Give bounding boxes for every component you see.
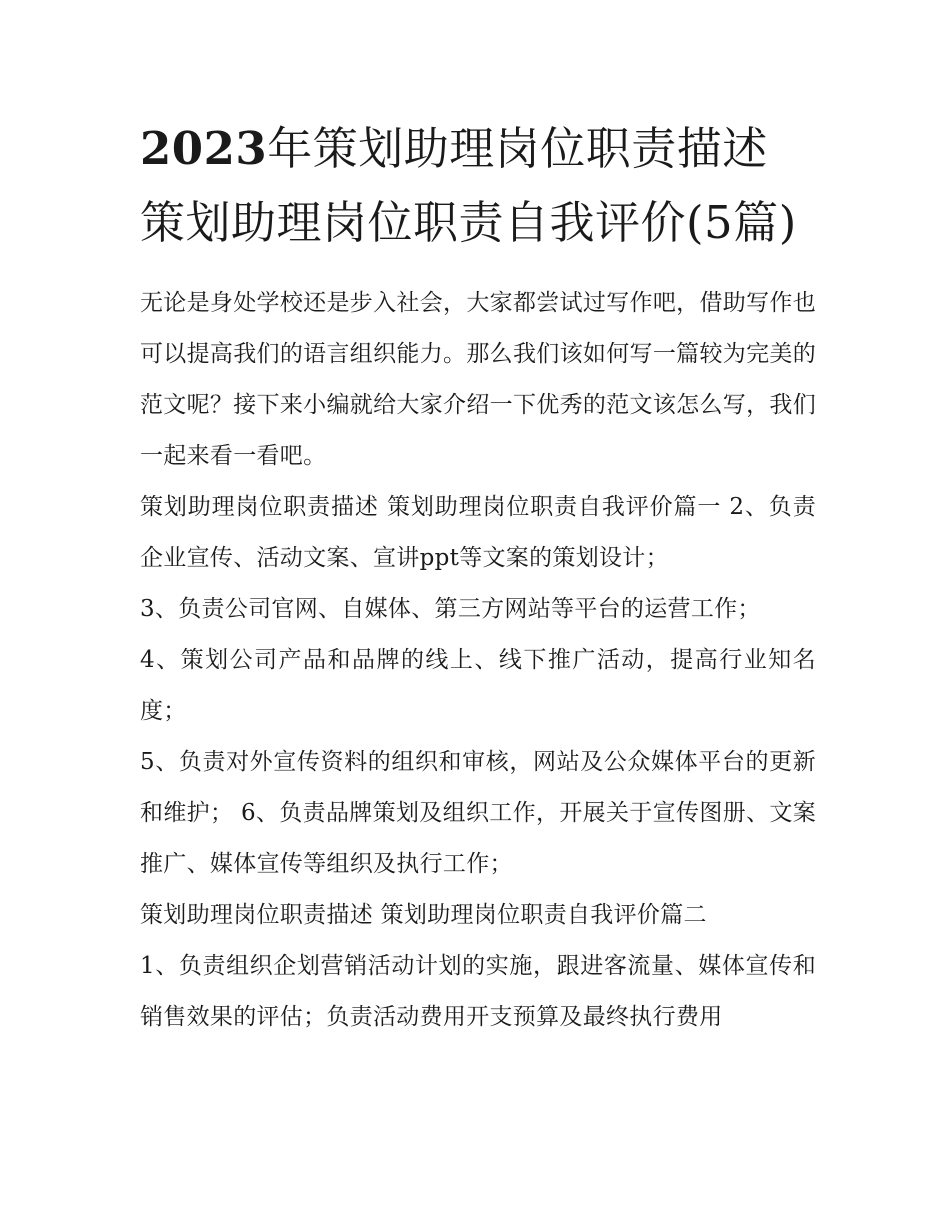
item-3-paragraph: 3、负责公司官网、自媒体、第三方网站等平台的运营工作； (140, 596, 761, 622)
section-one-paragraph: 策划助理岗位职责描述 策划助理岗位职责自我评价篇一 2、负责企业宣传、活动文案、宣讲ppt等文案的策划设计； (140, 494, 816, 571)
title-text: 年策划助理岗位职责描述 策划助理岗位职责自我评价(5篇) (140, 122, 797, 249)
item-4-paragraph: 4、策划公司产品和品牌的线上、线下推广活动，提高行业知名度； (140, 647, 816, 724)
title-year: 2023 (140, 122, 268, 175)
item-5-6-paragraph: 5、负责对外宣传资料的组织和审核，网站及公众媒体平台的更新和维护； 6、负责品牌策划及组织工作，开展关于宣传图册、文案推广、媒体宣传等组织及执行工作； (140, 749, 816, 877)
section-two-heading: 策划助理岗位职责描述 策划助理岗位职责自我评价篇二 (140, 902, 707, 928)
document-body (140, 278, 816, 1043)
section-two-item-1-paragraph: 1、负责组织企划营销活动计划的实施，跟进客流量、媒体宣传和销售效果的评估；负责活动费用开支预算及最终执行费用 (140, 953, 816, 1030)
document-title (140, 112, 816, 260)
document-page (140, 112, 816, 1043)
intro-paragraph: 无论是身处学校还是步入社会，大家都尝试过写作吧，借助写作也可以提高我们的语言组织能力。那么我们该如何写一篇较为完美的范文呢？接下来小编就给大家介绍一下优秀的范文该怎么写，我们一起来看一看吧。 (140, 290, 816, 469)
